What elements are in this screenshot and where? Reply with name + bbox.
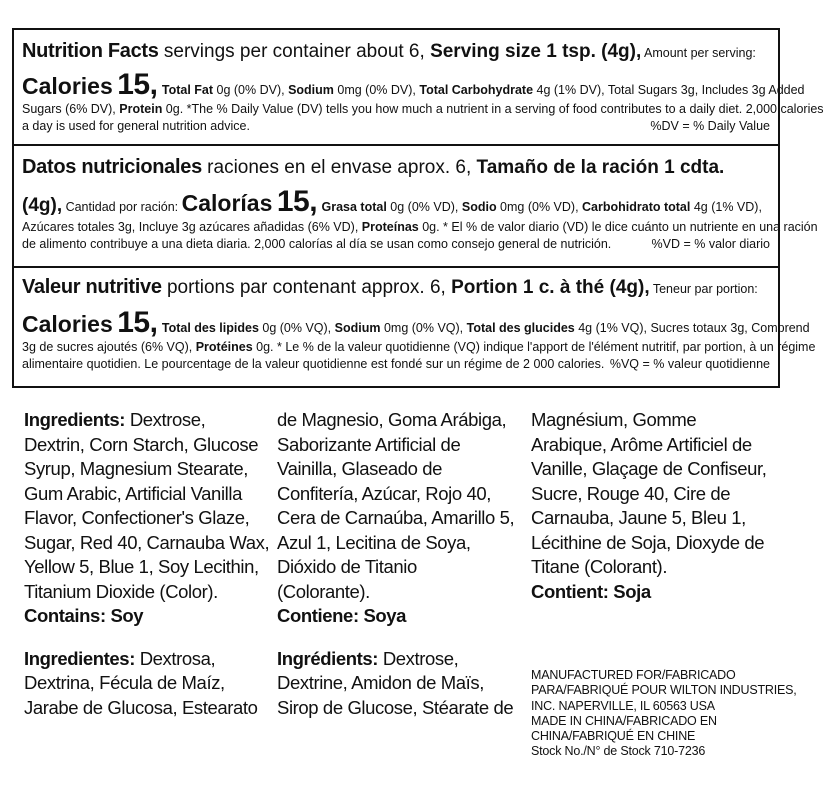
servings-text: servings per container about 6, [158,41,431,62]
manufacturer-line: MADE IN CHINA/FABRICADO EN [531,713,717,728]
protein-label: Proteínas [361,220,419,234]
nutrient-text: Sugars (6% DV), [22,102,120,116]
ingredients-line: Carnauba, Jaune 5, Bleu 1, [531,507,746,528]
ingredients-line: Sirop de Glucose, Stéarate de [277,696,514,718]
stock-number: Stock No./N° de Stock 710-7236 [531,744,706,759]
serving-size: Tamaño de la ración 1 cdta. [476,157,725,178]
manufacturer-line: PARA/FABRIQUÉ POUR WILTON INDUSTRIES, [531,683,797,698]
nutrient-value: 0mg (0% VD), [496,200,583,214]
ingredients-line: Lécithine de Soja, Dioxyde de [531,531,765,553]
ingredients-line: Magnésium, Gomme [531,409,697,430]
ingredients-line: Titane (Colorant). [531,556,668,577]
dv-note: %DV = % Daily Value [650,119,770,133]
ingredients-line: Titanium Dioxide (Color). [24,580,218,602]
nutrition-title: Datos nutricionales [22,156,202,178]
nutrition-facts-box [12,28,824,388]
ingredients-text: Dextrose, [125,409,206,430]
ingredients-line: Vanille, Glaçage de Confiseur, [531,458,767,479]
ingredients-line: Dextrina, Fécula de Maíz, [24,672,225,693]
ingredients-line: Sugar, Red 40, Carnauba Wax, [24,531,270,553]
ingredients-line: Vainilla, Glaseado de [277,458,443,479]
contains-allergen-es: Contiene: Soya [277,605,407,626]
nutrient-value: 4g (1% VQ), Sucres totaux 3g, Comprend [574,321,810,335]
nutrient-name: Sodio [461,200,497,214]
calories-value: 15, [117,68,158,101]
protein-label: Protein [119,102,163,116]
nutrient-name: Total Fat [161,83,214,97]
serving-size: Portion 1 c. à thé (4g), [451,277,650,298]
dv-explanation-cont: alimentaire quotidien. Le pourcentage de la valeur quotidienne est fondé sur un régime de 2 000 calories. [22,357,605,371]
contains-allergen-en: Contains: Soy [24,605,144,626]
nutrient-name: Sodium [334,321,381,335]
ingredients-line: Sucre, Rouge 40, Cire de [531,482,731,504]
nutrient-value: 0g (0% DV), [213,83,289,97]
nutrient-value: 0g (0% VQ), [258,321,335,335]
nutrition-panel-french [14,268,816,386]
amount-per-serving: Amount per serving: [641,46,756,60]
ingredients-column-2 [277,408,527,720]
nutrient-name: Grasa total [321,200,387,214]
dv-explanation-cont: de alimento contribuye a una dieta diaria. 2,000 calorías al día se usan como consejo general de nutrición. [22,237,612,251]
serving-size: Serving size 1 tsp. (4g), [430,41,642,62]
nutrient-text: Azúcares totales 3g, Incluye 3g azúcares añadidas (6% VD), [22,220,362,234]
ingredients-label-en: Ingredients: [24,409,126,430]
calories-value: 15, [117,306,158,339]
nutrient-name: Carbohidrato total [582,200,691,214]
ingredients-label-fr: Ingrédients: [277,647,379,669]
servings-text: portions par contenant approx. 6, [161,277,452,298]
amount-per-serving: Cantidad por ración: [62,200,182,214]
servings-text: raciones en el envase aprox. 6, [201,157,477,178]
nutrient-name: Sodium [288,83,334,97]
amount-per-serving: Teneur par portion: [649,282,758,296]
nutrition-panel-spanish [14,146,818,268]
dv-note: %VD = % valor diario [651,237,770,251]
nutrient-value: 0mg (0% VQ), [380,321,467,335]
dv-explanation-cont: a day is used for general nutrition advice. [22,119,250,133]
ingredients-line: Gum Arabic, Artificial Vanilla [24,482,242,504]
calories-label: Calorías [181,190,273,216]
ingredients-line: de Magnesio, Goma Arábiga, [277,409,507,430]
ingredients-line: Yellow 5, Blue 1, Soy Lecithin, [24,556,259,577]
manufacturer-line: CHINA/FABRIQUÉ EN CHINE [531,729,696,744]
calories-label: Calories [22,311,113,337]
manufacturer-line: INC. NAPERVILLE, IL 60563 USA [531,698,715,713]
protein-label: Protéines [195,340,253,354]
manufacturer-info [531,668,797,760]
nutrition-title: Valeur nutritive [22,276,162,298]
nutrition-panel-english [14,30,824,146]
ingredients-line: Saborizante Artificial de [277,433,461,455]
ingredients-line: Dióxido de Titanio [277,556,417,577]
ingredients-line: Cera de Carnaúba, Amarillo 5, [277,507,515,528]
ingredients-column-1 [24,408,274,720]
ingredients-text: Dextrose, [378,647,459,669]
dv-note: %VQ = % valeur quotidienne [609,357,770,371]
ingredients-line: Syrup, Magnesium Stearate, [24,458,249,479]
nutrition-title: Nutrition Facts [22,40,159,62]
ingredients-line: Flavor, Confectioner's Glaze, [24,507,250,528]
nutrient-text: 3g de sucres ajoutés (6% VQ), [22,340,196,354]
ingredients-line: Arabique, Arôme Artificiel de [531,433,752,455]
ingredients-line: Azul 1, Lecitina de Soya, [277,531,471,553]
dv-explanation: 0g. *The % Daily Value (DV) tells you how much a nutrient in a serving of food contributes to a daily diet. 2,000 calories [162,102,824,116]
calories-value: 15, [276,185,318,218]
contains-allergen-fr: Contient: Soja [531,580,651,602]
ingredients-text: Dextrosa, [134,647,216,669]
ingredients-label-es: Ingredientes: [24,647,135,669]
ingredients-line: Jarabe de Glucosa, Estearato [24,696,258,718]
serving-size-cont: (4g), [22,195,63,216]
manufacturer-line: MANUFACTURED FOR/FABRICADO [531,668,736,682]
nutrient-value: 4g (1% VD), [690,200,762,214]
ingredients-column-3 [531,408,793,604]
nutrient-value: 0mg (0% DV), [333,83,420,97]
calories-label: Calories [22,73,113,99]
dv-explanation: 0g. * El % de valor diario (VD) le dice cuánto un nutriente en una ración [418,220,818,234]
dv-explanation: 0g. * Le % de la valeur quotidienne (VQ) indique l'apport de l'élément nutritif, par portion, à un régime [252,340,816,354]
nutrient-name: Total des glucides [466,321,575,335]
ingredients-line: Confitería, Azúcar, Rojo 40, [277,482,492,504]
ingredients-line: Dextrin, Corn Starch, Glucose [24,433,259,455]
ingredients-line: Dextrine, Amidon de Maïs, [277,672,484,693]
nutrient-value: 0g (0% VD), [386,200,462,214]
nutrient-value: 4g (1% DV), Total Sugars 3g, Includes 3g Added [533,83,805,97]
nutrient-name: Total des lipides [161,321,259,335]
nutrient-name: Total Carbohydrate [419,83,534,97]
ingredients-line: (Colorante). [277,580,370,602]
